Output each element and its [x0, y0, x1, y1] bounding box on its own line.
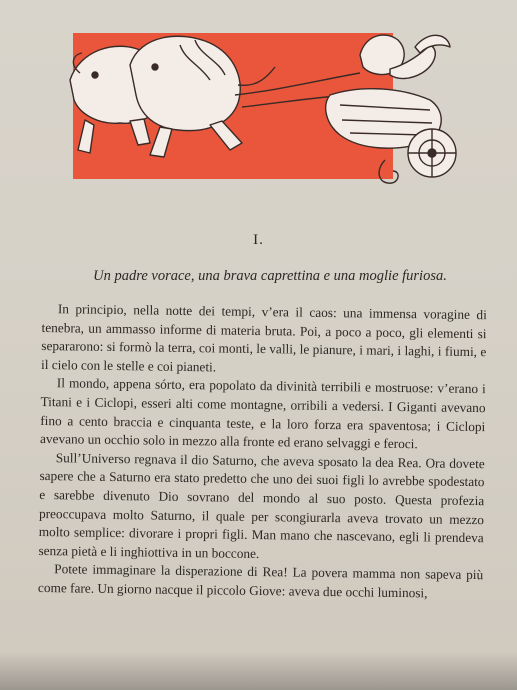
paragraph: Sull’Universo regnava il dio Saturno, che aveva sposato la dea Rea. Ora dovete sapere che a Saturno era stato predetto che uno dei suoi figli lo avrebbe spodestato e sarebbe divenuto Dio sovrano del mondo al suo posto. Questa profezia preoccupava molto Saturno, il quale per scongiurarla aveva trovato un mezzo molto semplice: divorare i propri figli. Man mano che nascevano, egli li prendeva senza pietà e li inghiottiva in un boccone. [38, 449, 485, 561]
chapter-number: I. [253, 232, 264, 248]
page-bottom-shadow [0, 652, 517, 690]
paragraph: Potete immaginare la disperazione di Rea! La povera mamma non sapeva più come fare. Un giorno nacque il piccolo Giove: aveva due occhi luminosi, [37, 561, 484, 601]
chapter-subtitle: Un padre vorace, una brava caprettina e una moglie furiosa. [93, 268, 447, 284]
lion-chariot-illustration [60, 25, 490, 200]
body-text [38, 300, 487, 604]
paragraph: Il mondo, appena sórto, era popolato da divinità terribili e mostruose: v’erano i Titani e i Ciclopi, esseri alti come montagne, orribili a vedersi. I Giganti avevano fino a cento braccia e cinquanta teste, e la loro forza era spaventosa; i Ciclopi avevano un occhio solo in mezzo alla fronte ed erano selvaggi e feroci. [39, 375, 486, 452]
paragraph: In principio, nella notte dei tempi, v’era il caos: una immensa voragine di tenebra, un ammasso informe di materia bruta. Poi, a poco a poco, gli elementi si separarono: si formò la terra, coi monti, le valli, le pianure, i mari, i laghi, i fiumi, e il cielo con le stelle e coi pianeti. [40, 301, 487, 375]
